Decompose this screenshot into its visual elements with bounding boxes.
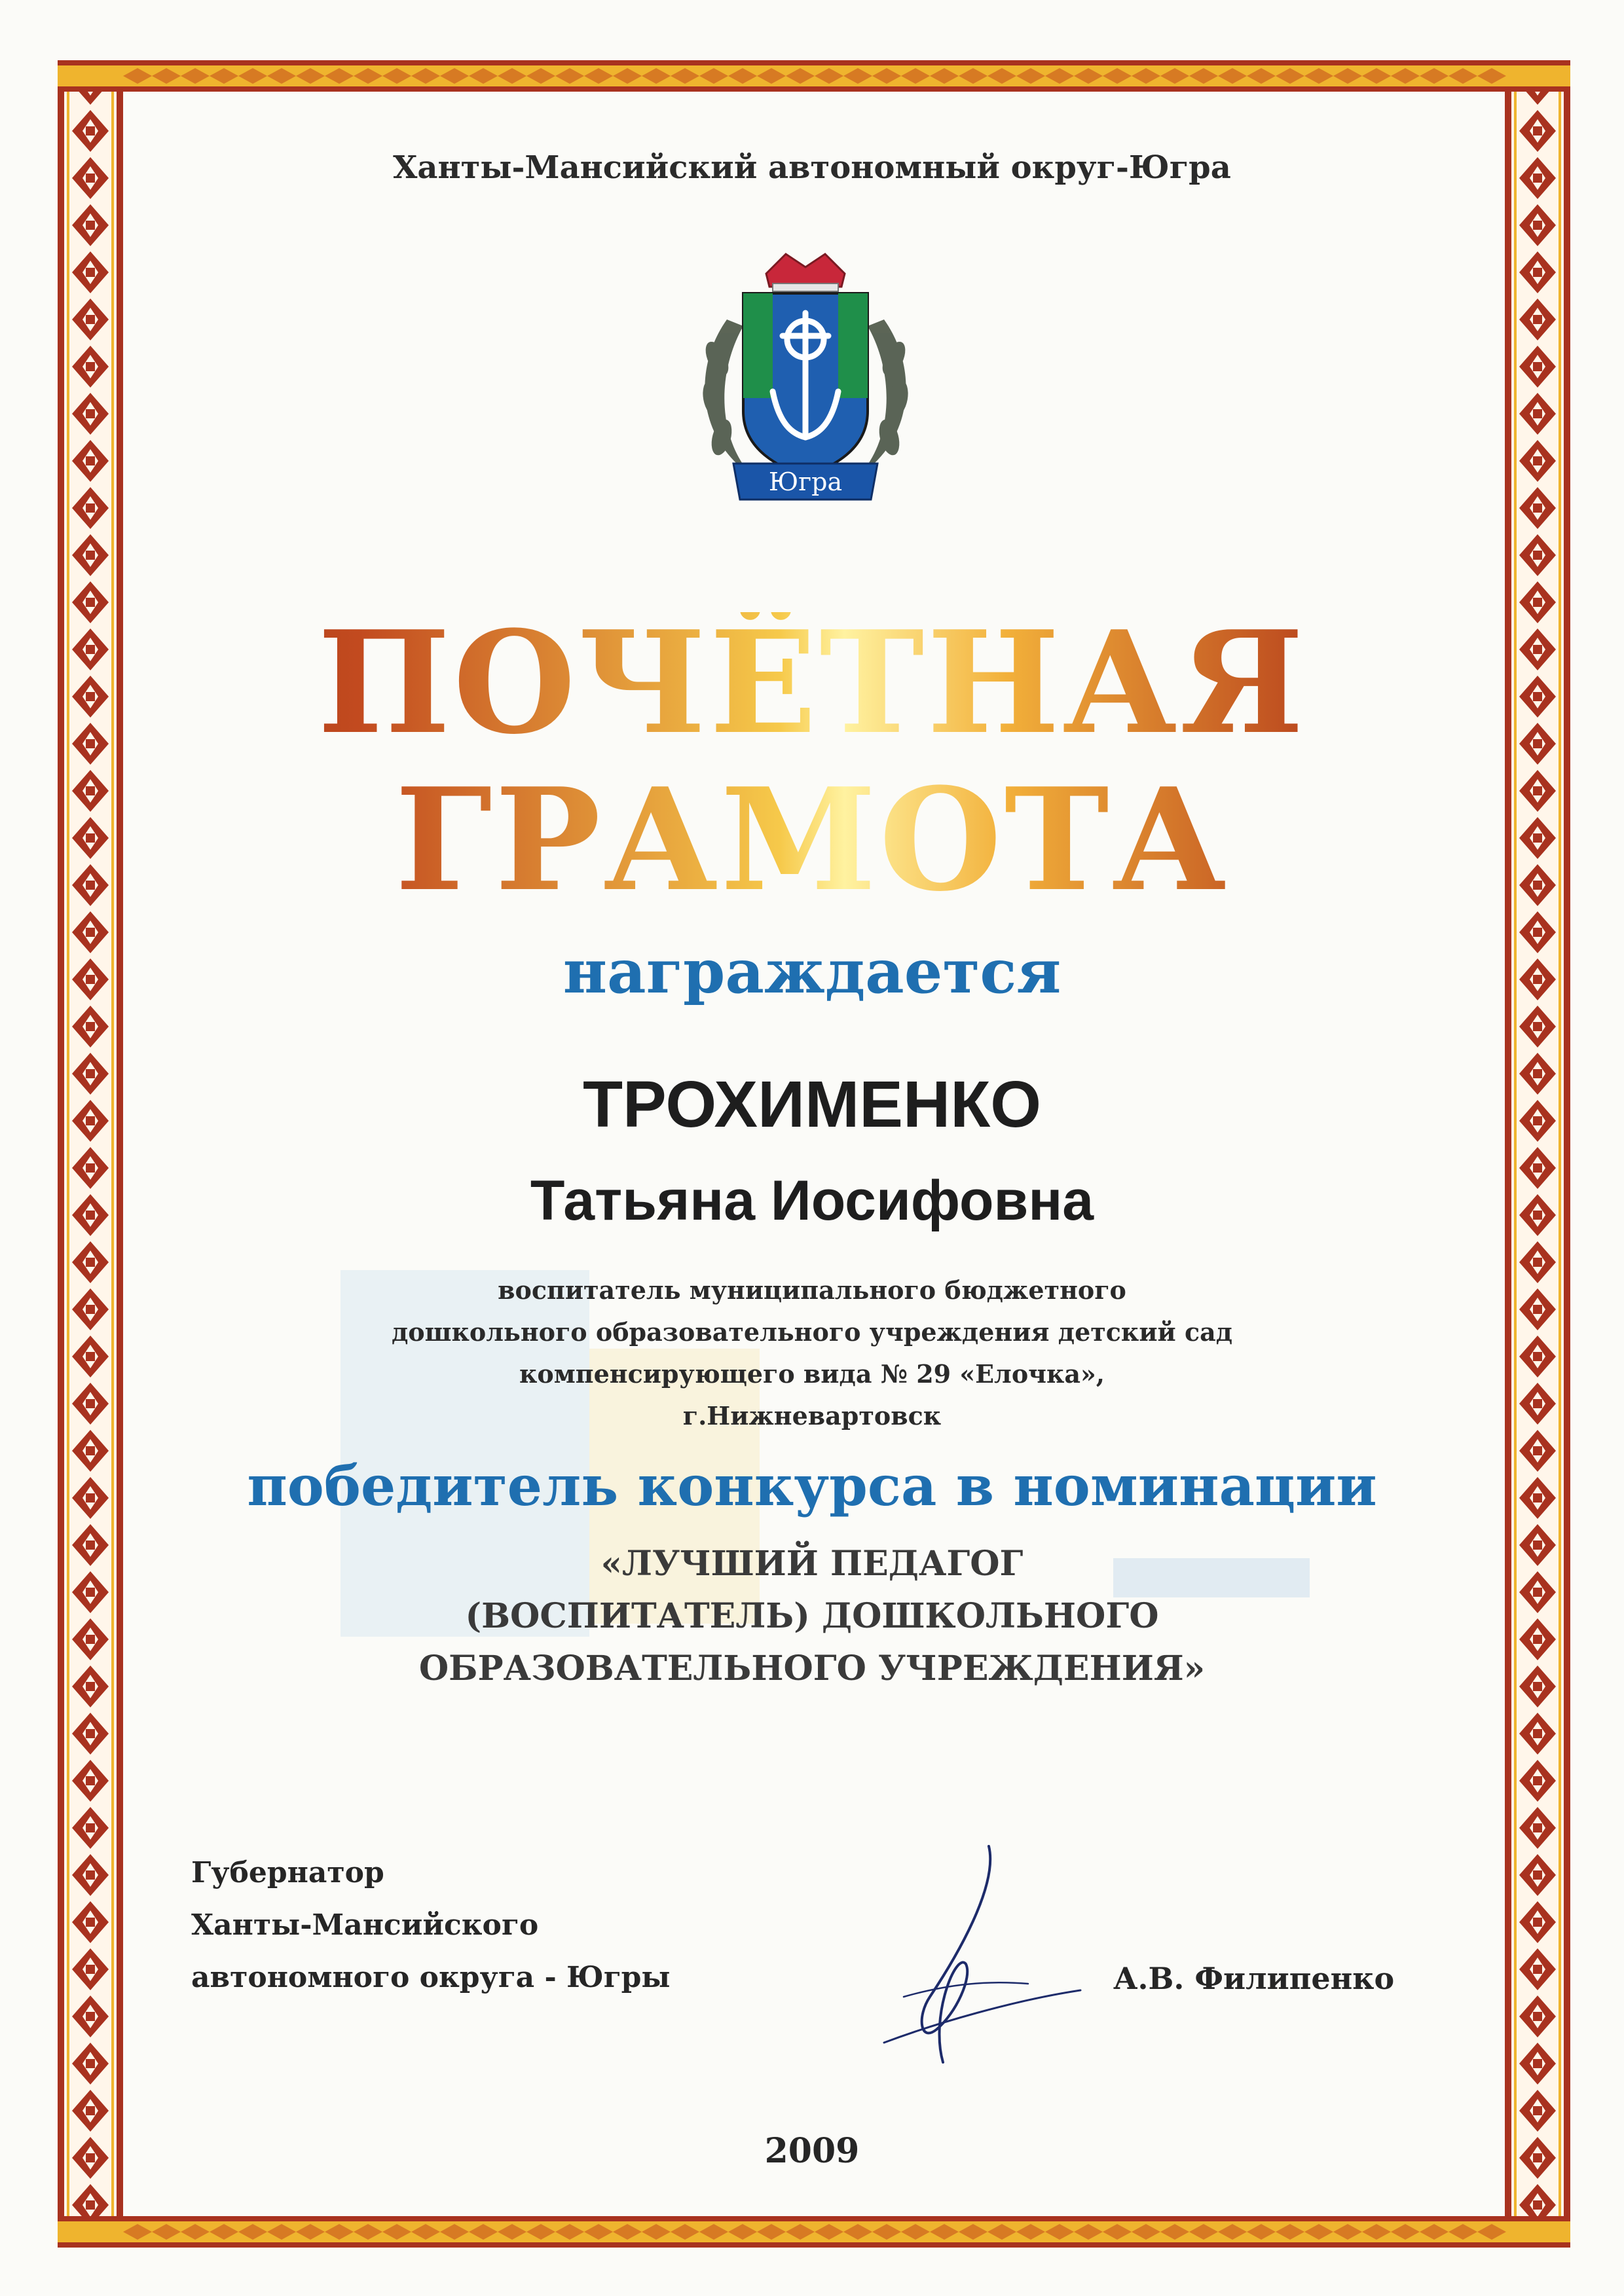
- year: 2009: [764, 2131, 860, 2171]
- winner-label: победитель конкурса в номинации: [247, 1453, 1377, 1518]
- position-line: г.Нижневартовск: [682, 1401, 942, 1430]
- nomination-line: «ЛУЧШИЙ ПЕДАГОГ: [600, 1544, 1024, 1584]
- emblem-ribbon-text: Югра: [768, 467, 843, 496]
- certificate-title-line1: ПОЧЁТНАЯ: [0, 612, 1624, 753]
- signatory-title-line: Ханты-Мансийского: [191, 1908, 539, 1942]
- position-line: воспитатель муниципального бюджетного: [498, 1275, 1126, 1305]
- certificate-title-line2: ГРАМОТА: [0, 769, 1624, 910]
- recipient-surname: ТРОХИМЕНКО: [582, 1068, 1042, 1141]
- signatory-name: А.В. Филипенко: [1113, 1961, 1395, 1996]
- nomination-line: (ВОСПИТАТЕЛЬ) ДОШКОЛЬНОГО: [465, 1596, 1159, 1636]
- nomination-line: ОБРАЗОВАТЕЛЬНОГО УЧРЕЖДЕНИЯ»: [418, 1649, 1206, 1688]
- signatory-title-line: автономного округа - Югры: [191, 1961, 671, 1994]
- position-line: дошкольного образовательного учреждения детский сад: [391, 1317, 1233, 1347]
- recipient-given-names: Татьяна Иосифовна: [530, 1169, 1094, 1232]
- handwritten-signature: [858, 1827, 1094, 2075]
- position-line: компенсирующего вида № 29 «Елочка»,: [519, 1359, 1105, 1389]
- signatory-title-line: Губернатор: [191, 1856, 384, 1889]
- coat-of-arms-emblem: [681, 247, 930, 522]
- region-title: Ханты-Мансийский автономный округ-Югра: [393, 149, 1231, 186]
- awarded-label: награждается: [563, 936, 1061, 1007]
